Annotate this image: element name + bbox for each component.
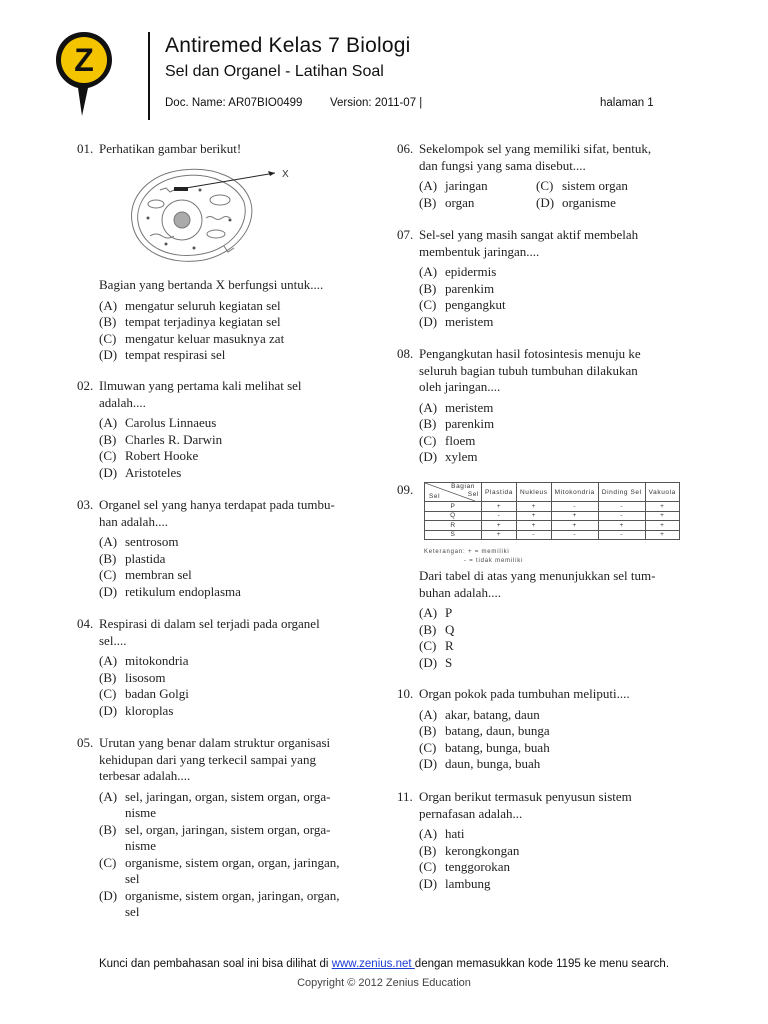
option-d[interactable]: (D) meristem: [419, 313, 494, 329]
footer-note: Kunci dan pembahasan soal ini bisa dilihat di www.zenius.net dengan memasukkan kode 1195 ke menu search.: [98, 958, 670, 970]
option-a[interactable]: (A) mitokondria: [99, 653, 189, 668]
table-row: Q - + + - +: [425, 511, 680, 521]
option-d[interactable]: (D) Aristoteles: [99, 464, 182, 480]
option-c[interactable]: (C) batang, bunga, buah: [419, 739, 550, 755]
copyright: Copyright © 2012 Zenius Education: [297, 977, 471, 989]
option-d[interactable]: (D) organisme, sistem organ, jaringan, organ, sel: [99, 887, 340, 919]
option-b[interactable]: (B) plastida: [99, 550, 166, 566]
doc-name: Doc. Name: AR07BIO0499: [165, 97, 303, 109]
cell-diagram: [120, 160, 300, 272]
option-b[interactable]: (B) organ: [419, 194, 475, 210]
header-divider: [148, 32, 150, 120]
option-b[interactable]: (B) parenkim: [419, 416, 495, 431]
option-a[interactable]: (A) meristem: [419, 399, 494, 415]
table-row: P + + - - +: [425, 502, 680, 512]
option-d[interactable]: (D) kloroplas: [99, 702, 174, 718]
option-a[interactable]: (A) P: [419, 605, 453, 620]
option-b[interactable]: (B) kerongkongan: [419, 842, 520, 858]
table-header: Dinding Sel: [598, 483, 645, 502]
logo-letter: Z: [74, 42, 94, 78]
question-11: 11. Organ berikut termasuk penyusun sistem pernafasan adalah... (A) hati (B) kerongkongan (C) tenggorokan (D) lambung: [397, 789, 707, 892]
zenius-link[interactable]: www.zenius.net: [331, 958, 415, 970]
option-c[interactable]: (C) sistem organ: [536, 178, 628, 193]
option-a[interactable]: (A) Carolus Linnaeus: [99, 415, 217, 430]
question-5: 05. Urutan yang benar dalam struktur organisasi kehidupan dari yang terkecil sampai yang terbesar adalah.... (A) sel, jaringan, organ, sistem organ, orga- nisme (B) sel, organ, jaringan, sistem organ, orga- nisme (C) organisme, sistem organ, organ, jaringan, sel (D) organisme, sistem organ, jaringan, organ, sel: [77, 735, 377, 921]
table-header: Mitokondria: [551, 483, 598, 502]
option-c[interactable]: (C) membran sel: [99, 567, 192, 582]
page-subtitle: Sel dan Organel - Latihan Soal: [165, 63, 384, 80]
option-c[interactable]: (C) tenggorokan: [419, 859, 510, 874]
option-d[interactable]: (D) S: [419, 654, 453, 670]
option-a[interactable]: (A) mengatur seluruh kegiatan sel: [99, 297, 281, 313]
table-legend: Keterangan: + = memiliki - = tidak memiliki: [424, 549, 524, 564]
option-a[interactable]: (A) sel, jaringan, organ, sistem organ, orga- nisme: [99, 788, 331, 820]
option-a[interactable]: (A) epidermis: [419, 264, 497, 279]
question-8: 08. Pengangkutan hasil fotosintesis menuju ke seluruh bagian tubuh tumbuhan dilakukan oleh jaringan.... (A) meristem (B) parenkim (C) floem (D) xylem: [397, 346, 707, 466]
option-d[interactable]: (D) daun, bunga, buah: [419, 756, 541, 771]
option-c[interactable]: (C) R: [419, 638, 454, 653]
option-d[interactable]: (D) organisme: [536, 194, 616, 210]
option-b[interactable]: (B) Q: [419, 621, 455, 637]
option-d[interactable]: (D) lambung: [419, 875, 491, 891]
question-7: 07. Sel-sel yang masih sangat aktif membelah membentuk jaringan.... (A) epidermis (B) parenkim (C) pengangkut (D) meristem: [397, 227, 707, 330]
option-b[interactable]: (B) lisosom: [99, 669, 166, 685]
question-10: 10. Organ pokok pada tumbuhan meliputi.... (A) akar, batang, daun (B) batang, daun, bunga (C) batang, bunga, buah (D) daun, bunga, buah: [397, 686, 707, 773]
question-number: 01.: [77, 141, 94, 156]
option-c[interactable]: (C) pengangkut: [419, 297, 506, 312]
question-4: 04. Respirasi di dalam sel terjadi pada organel sel.... (A) mitokondria (B) lisosom (C) badan Golgi (D) kloroplas: [77, 616, 377, 719]
question-3: 03. Organel sel yang hanya terdapat pada tumbu- han adalah.... (A) sentrosom (B) plastida (C) membran sel (D) retikulum endoplasma: [77, 497, 377, 600]
option-c[interactable]: (C) badan Golgi: [99, 686, 189, 701]
page-title: Antiremed Kelas 7 Biologi: [165, 34, 411, 57]
option-c[interactable]: (C) Robert Hooke: [99, 448, 199, 463]
option-b[interactable]: (B) batang, daun, bunga: [419, 723, 550, 738]
table-row: R + + + + +: [425, 521, 680, 531]
option-a[interactable]: (A) sentrosom: [99, 534, 179, 549]
table-header: Nukleus: [516, 483, 551, 502]
question-9-number: 09.: [397, 482, 414, 497]
question-6: 06. Sekelompok sel yang memiliki sifat, bentuk, dan fungsi yang sama disebut.... (A) jaringan (C) sistem organ (B) organ (D) organisme: [397, 141, 652, 210]
option-c[interactable]: (C) organisme, sistem organ, organ, jaringan, sel: [99, 854, 340, 886]
question-1-body: [77, 277, 377, 364]
question-2: 02. Ilmuwan yang pertama kali melihat sel adalah.... (A) Carolus Linnaeus (B) Charles R. Darwin (C) Robert Hooke (D) Aristoteles: [77, 378, 377, 481]
zenius-logo: [54, 30, 114, 118]
cell-comparison-table: [424, 482, 680, 540]
option-d[interactable]: (D) tempat respirasi sel: [99, 347, 226, 362]
table-header: Plastida: [482, 483, 517, 502]
table-header-row: [425, 483, 680, 502]
option-a[interactable]: (A) jaringan: [419, 178, 488, 193]
question-stem: Perhatikan gambar berikut!: [99, 141, 242, 156]
option-c[interactable]: (C) floem: [419, 432, 476, 448]
option-a[interactable]: (A) akar, batang, daun: [419, 706, 540, 722]
question-9: Dari tabel di atas yang menunjukkan sel tum- buhan adalah.... (A) P (B) Q (C) R (D) S: [397, 568, 707, 671]
diagram-label-x: X: [282, 169, 289, 180]
table-header: Vakuola: [645, 483, 679, 502]
table-row: S + - - - +: [425, 530, 680, 540]
option-b[interactable]: (B) parenkim: [419, 280, 495, 296]
question-1: [77, 141, 377, 158]
option-b[interactable]: (B) Charles R. Darwin: [99, 431, 223, 447]
option-b[interactable]: (B) tempat terjadinya kegiatan sel: [99, 314, 281, 329]
option-d[interactable]: (D) xylem: [419, 449, 478, 464]
table-corner: Bagian Sel Sel: [425, 483, 482, 502]
option-c[interactable]: (C) mengatur keluar masuknya zat: [99, 330, 285, 346]
option-a[interactable]: (A) hati: [419, 826, 465, 841]
answer-options: [77, 298, 377, 364]
question-stem: Bagian yang bertanda X berfungsi untuk....: [99, 277, 324, 292]
page-number: halaman 1: [600, 97, 654, 109]
doc-version: Version: 2011-07 |: [330, 97, 423, 109]
option-b[interactable]: (B) sel, organ, jaringan, sistem organ, orga- nisme: [99, 821, 331, 853]
option-d[interactable]: (D) retikulum endoplasma: [99, 583, 241, 599]
